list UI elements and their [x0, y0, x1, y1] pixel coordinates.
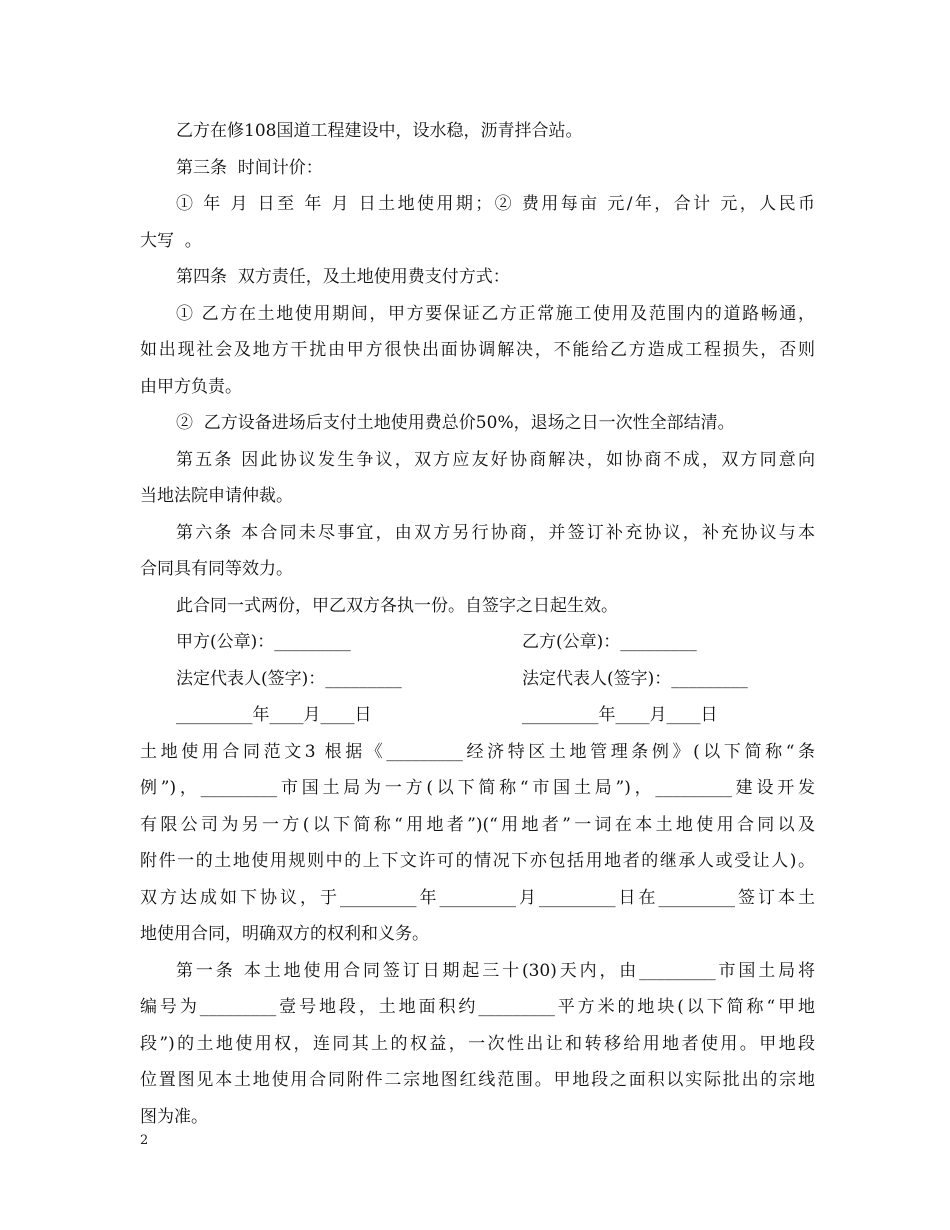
article-heading: 第三条 时间计价：: [176, 157, 323, 178]
paragraph-line: 此合同一式两份，甲乙双方各执一份。自签字之日起生效。: [176, 595, 618, 616]
article-heading: 第四条 双方责任，及土地使用费支付方式：: [176, 267, 510, 287]
paragraph-line: 合同具有同等效力。: [140, 559, 293, 579]
page-number: 2: [140, 1133, 149, 1148]
paragraph-line: 位置图见本土地使用合同附件二宗地图红线范围。甲地段之面积以实际批出的宗地: [140, 1070, 815, 1090]
paragraph-line: 段”)的土地使用权，连同其上的权益，一次性出让和转移给用地者使用。甲地段: [140, 1033, 815, 1054]
paragraph-line: 第五条 因此协议发生争议，双方应友好协商解决，如协商不成，双方同意向: [176, 449, 815, 470]
paragraph-line: ① 乙方在土地使用期间，甲方要保证乙方正常施工使用及范围内的道路畅通，: [176, 303, 815, 324]
paragraph-line: 地使用合同，明确双方的权利和义务。: [140, 924, 429, 944]
paragraph-line: 有限公司为另一方(以下简称“用地者”)(“用地者”一词在本土地使用合同以及: [140, 814, 815, 835]
party-a-seal-field: 甲方(公章)：_________: [176, 632, 351, 652]
party-b-representative-field: 法定代表人(签字)：_________: [522, 668, 748, 689]
contract-3-heading-line: 土地使用合同范文3 根据《_________经济特区土地管理条例》(以下简称“条: [140, 741, 815, 762]
paragraph-line: 编号为_________壹号地段，土地面积约_________平方米的地块(以下简称“甲地: [140, 997, 815, 1017]
paragraph-line: 乙方在修108国道工程建设中，设水稳，沥青拌合站。: [176, 121, 583, 141]
party-b-date-field: _________年____月____日: [522, 705, 718, 725]
signature-row-date: [140, 697, 815, 734]
signature-row-representative: [140, 661, 815, 698]
paragraph-line: ② 乙方设备进场后支付土地使用费总价50%，退场之日一次性全部结清。: [176, 413, 735, 433]
paragraph-line: 第六条 本合同未尽事宜，由双方另行协商，并签订补充协议，补充协议与本: [176, 522, 815, 543]
paragraph-line: 如出现社会及地方干扰由甲方很快出面协调解决，不能给乙方造成工程损失，否则: [140, 340, 815, 360]
paragraph-line: 例”)，_________市国土局为一方(以下简称“市国土局”)，_________建设开发: [140, 778, 815, 798]
party-a-representative-field: 法定代表人(签字)：_________: [176, 668, 402, 689]
document-body: [140, 113, 815, 1135]
paragraph-line: 大写 。: [140, 230, 202, 251]
paragraph-line: 由甲方负责。: [140, 376, 242, 397]
paragraph-line: ① 年 月 日至 年 月 日土地使用期；② 费用每亩 元/年，合计 元，人民币: [176, 194, 815, 214]
paragraph-line: 附件一的土地使用规则中的上下文许可的情况下亦包括用地者的继承人或受让人)。: [140, 851, 815, 871]
signature-row-seal: [140, 624, 815, 661]
paragraph-line: 图为准。: [140, 1106, 208, 1127]
article-one-line: 第一条 本土地使用合同签订日期起三十(30)天内，由_________市国土局将: [176, 960, 815, 981]
paragraph-line: 当地法院申请仲裁。: [140, 486, 293, 506]
party-b-seal-field: 乙方(公章)：_________: [522, 632, 697, 652]
paragraph-line: 双方达成如下协议，于_________年_________月_________日在_________签订本土: [140, 887, 815, 908]
party-a-date-field: _________年____月____日: [176, 705, 372, 725]
